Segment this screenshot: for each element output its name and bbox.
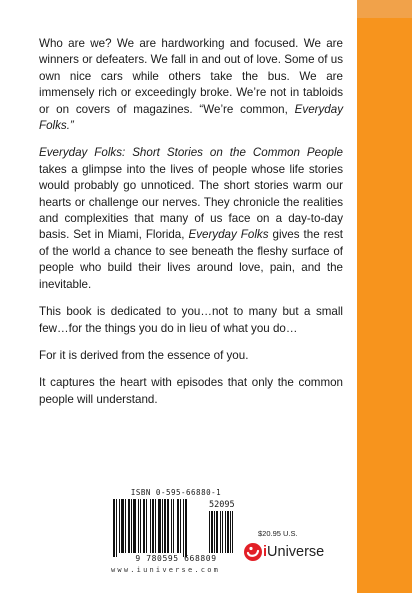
intro-text: Who are we? We are hardworking and focused. We are winners or defeaters. We fall in and out of love. Some of us own nice cars while others take the bus. We are immensely rich or exceedingly broke. We’re not in tabloids or on covers of magazines. “We’re common,: [39, 37, 343, 116]
publisher-wordmark: Universe: [267, 544, 325, 560]
isbn-barcode: [111, 488, 241, 566]
paragraph-dedication: This book is dedicated to you…not to many but a small few…for the things you do in lieu of what you do…: [39, 305, 343, 335]
summary-text-1: takes a glimpse into the lives of people whose life stories would probably go unnoticed. The short stories warm our hearts or challenge our nerves. They chronicle the realities and complexities that many of us face on a day-to-day basis. Set in Miami, Florida,: [39, 162, 343, 242]
back-cover-copy: [39, 36, 343, 419]
publisher-website: www.iuniverse.com: [111, 566, 221, 574]
iuniverse-swirl-icon: [243, 542, 263, 562]
price-label: $20.95 U.S.: [258, 529, 298, 538]
paragraph-essence: For it is derived from the essence of you.: [39, 348, 249, 362]
isbn-label: ISBN 0-595-66880-1: [130, 488, 222, 497]
book-title-italic-short: Everyday Folks: [188, 228, 269, 242]
publisher-prefix: i: [263, 544, 268, 560]
intro-title-italic: Everyday Folks.”: [39, 102, 343, 133]
barcode-numbers: 9 780595 668809: [135, 554, 217, 563]
summary-text-2: gives the rest of the world a chance to see beneath the fleshy surface of people who build their lives around love, pain, and the inevitable.: [39, 228, 343, 291]
paragraph-closing: It captures the heart with episodes that only the common people will understand.: [39, 376, 343, 406]
price-code: 52095: [209, 500, 235, 510]
paragraph-summary: [39, 145, 343, 293]
publisher-logo: [243, 541, 324, 563]
band-top-shade: [357, 0, 412, 18]
book-title-italic: Everyday Folks: Short Stories on the Common People: [39, 146, 343, 160]
orange-spine-band: [357, 0, 412, 593]
paragraph-intro: [39, 36, 343, 134]
publisher-name: [263, 544, 324, 560]
